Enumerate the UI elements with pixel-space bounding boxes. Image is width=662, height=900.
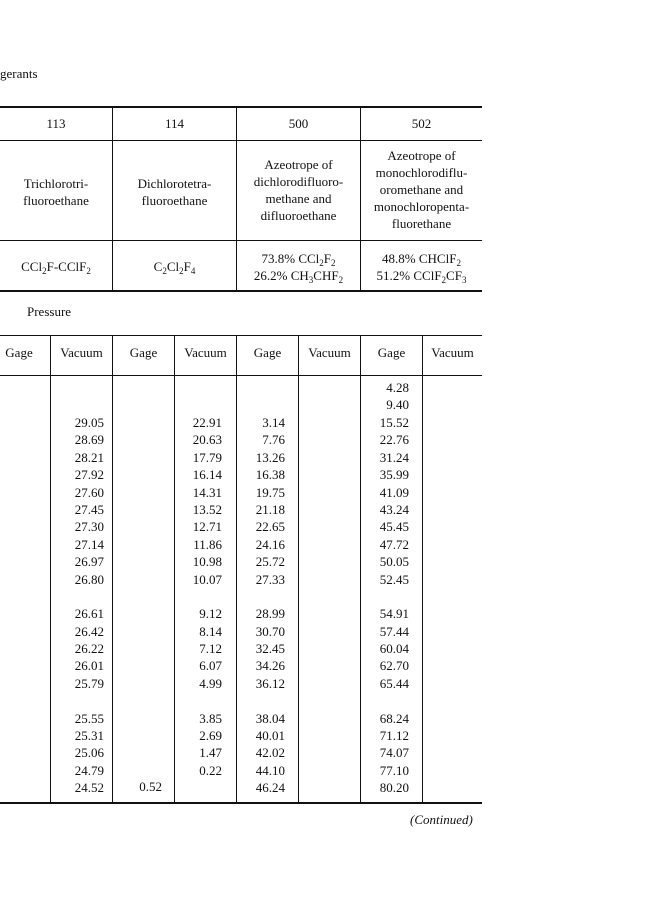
table-cell: 32.45 — [255, 641, 285, 657]
rule-above-subheaders — [0, 335, 482, 336]
refrigerant-formula-114: $C_2Cl_2F_4$ — [153, 259, 196, 276]
rule-after-formulas — [0, 290, 482, 292]
subheader-114-gage: Gage — [129, 345, 158, 360]
table-cell: 54.91 — [379, 606, 409, 622]
table-cell: 22.76 — [379, 432, 409, 448]
table-cell: 0.52 — [139, 779, 162, 794]
subheader-500-vacuum: Vacuum — [308, 345, 351, 360]
table-cell: 7.12 — [199, 641, 222, 657]
table-cell: 65.44 — [379, 675, 409, 691]
table-cell: 41.09 — [379, 484, 409, 500]
table-cell: 4.99 — [199, 675, 222, 691]
table-cell: 34.26 — [255, 658, 285, 674]
table-cell: 1.47 — [199, 745, 222, 761]
refrigerant-name-114: Dichlorotetra- fluoroethane — [137, 176, 212, 208]
divider-data-5 — [298, 336, 299, 803]
group-spacer — [175, 692, 222, 709]
table-cell: 25.31 — [74, 728, 104, 744]
rule-after-names — [0, 240, 482, 241]
table-cell: 74.07 — [379, 745, 409, 761]
table-cell: 30.70 — [255, 623, 285, 639]
group-spacer — [361, 692, 409, 709]
table-cell: 50.05 — [379, 554, 409, 570]
table-cell: 0.22 — [199, 762, 222, 778]
refrigerant-formula-113: CCl$_2$F-CClF$_2$ — [21, 259, 91, 276]
table-cell: 2.69 — [199, 728, 222, 744]
rule-below-subheaders — [0, 375, 482, 376]
table-cell: 25.72 — [255, 554, 285, 570]
refrigerant-formula-502: 48.8% CHClF$_2$ 51.2% $CClF_2CF_3$ — [376, 251, 467, 285]
column-114-gage — [113, 778, 162, 795]
refrigerant-name-502: Azeotrope of monochlorodiflu- oromethane and monochloropenta- fluorethane — [373, 148, 470, 231]
table-cell: 24.52 — [74, 780, 104, 796]
divider-data-7 — [422, 336, 423, 803]
table-cell: 57.44 — [379, 623, 409, 639]
group-spacer — [237, 588, 285, 605]
table-cell: 8.14 — [199, 623, 222, 639]
table-cell: 80.20 — [379, 780, 409, 796]
table-cell: 7.76 — [262, 432, 285, 448]
subheader-114-vacuum: Vacuum — [184, 345, 227, 360]
subheader-502-vacuum: Vacuum — [431, 345, 474, 360]
table-cell: 25.79 — [74, 675, 104, 691]
table-cell: 10.07 — [192, 571, 222, 587]
table-cell: 46.24 — [255, 780, 285, 796]
table-cell: 12.71 — [192, 519, 222, 535]
table-cell: 11.86 — [193, 536, 222, 552]
table-cell: 13.26 — [255, 449, 285, 465]
rule-top — [0, 106, 482, 108]
table-cell: 36.12 — [255, 675, 285, 691]
table-cell: 27.60 — [74, 484, 104, 500]
table-cell: 14.31 — [192, 484, 222, 500]
refrigerant-name-113: Trichlorotri- fluoroethane — [23, 176, 89, 208]
table-cell: 26.22 — [74, 641, 104, 657]
table-cell: 20.63 — [192, 432, 222, 448]
subheader-500-gage: Gage — [253, 345, 282, 360]
table-cell: 60.04 — [379, 641, 409, 657]
table-cell: 3.14 — [262, 415, 285, 430]
table-cell: 27.30 — [74, 519, 104, 535]
table-caption-fragment: gerants — [0, 66, 38, 81]
group-spacer — [51, 588, 104, 605]
table-cell: 17.79 — [192, 449, 222, 465]
rule-after-numbers — [0, 140, 482, 141]
group-spacer — [51, 692, 104, 709]
table-cell: 40.01 — [255, 728, 285, 744]
table-cell: 42.02 — [255, 745, 285, 761]
table-cell: 24.16 — [255, 536, 285, 552]
table-cell: 13.52 — [192, 501, 222, 517]
table-cell: 28.21 — [74, 449, 104, 465]
refrigerant-name-500: Azeotrope of dichlorodifluoro- methane and difluoroethane — [253, 157, 344, 223]
table-cell: 25.55 — [74, 710, 104, 726]
group-spacer — [237, 692, 285, 709]
table-cell: 52.45 — [379, 571, 409, 587]
refrigerant-formula-500: 73.8% $CCl_2F_2$ 26.2% $CH_3CHF_2$ — [253, 251, 344, 285]
subheader-113-vacuum: Vacuum — [60, 345, 103, 360]
refrigerant-number-500: 500 — [288, 116, 309, 131]
table-cell: 26.01 — [74, 658, 104, 674]
table-cell: 38.04 — [255, 710, 285, 726]
divider-data-2 — [112, 336, 113, 803]
table-cell: 31.24 — [379, 449, 409, 465]
subheader-502-gage: Gage — [377, 345, 406, 360]
table-cell: 45.45 — [379, 519, 409, 535]
table-cell: 26.42 — [74, 623, 104, 639]
rule-bottom — [0, 802, 482, 804]
table-cell: 44.10 — [255, 762, 285, 778]
table-cell: 21.18 — [255, 501, 285, 517]
table-cell: 4.28 — [386, 380, 409, 395]
table-cell: 27.14 — [74, 536, 104, 552]
group-spacer — [175, 588, 222, 605]
table-cell: 26.97 — [74, 554, 104, 570]
refrigerant-number-114: 114 — [164, 116, 185, 131]
table-cell: 22.91 — [192, 415, 222, 430]
table-cell: 62.70 — [379, 658, 409, 674]
column-502-gage — [361, 414, 409, 797]
refrigerant-number-502: 502 — [411, 116, 432, 131]
table-cell: 28.69 — [74, 432, 104, 448]
table-cell: 27.92 — [74, 467, 104, 483]
table-cell: 9.12 — [199, 606, 222, 622]
table-cell: 19.75 — [255, 484, 285, 500]
table-cell: 24.79 — [74, 762, 104, 778]
table-cell: 10.98 — [192, 554, 222, 570]
column-113-vacuum — [51, 414, 104, 797]
table-cell: 27.33 — [255, 571, 285, 587]
column-500-gage — [237, 414, 285, 797]
continued-note: (Continued) — [410, 812, 473, 827]
table-cell: 29.05 — [74, 415, 104, 430]
table-cell: 27.45 — [74, 501, 104, 517]
table-cell: 68.24 — [379, 710, 409, 726]
table-cell: 15.52 — [379, 415, 409, 430]
refrigerant-number-113: 113 — [46, 116, 66, 131]
table-cell: 6.07 — [199, 658, 222, 674]
table-cell: 16.14 — [192, 467, 222, 483]
table-cell: 25.06 — [74, 745, 104, 761]
column-502-gage-top — [361, 379, 409, 414]
column-114-vacuum — [175, 414, 222, 779]
table-cell: 77.10 — [379, 762, 409, 778]
table-cell: 22.65 — [255, 519, 285, 535]
table-cell: 43.24 — [379, 501, 409, 517]
table-cell: 9.40 — [386, 397, 409, 413]
table-cell: 16.38 — [255, 467, 285, 483]
table-cell: 26.61 — [74, 606, 104, 622]
group-spacer — [361, 588, 409, 605]
pressure-label: Pressure — [27, 304, 72, 319]
table-cell: 3.85 — [199, 710, 222, 726]
table-cell: 35.99 — [379, 467, 409, 483]
table-cell: 47.72 — [379, 536, 409, 552]
table-cell: 71.12 — [379, 728, 409, 744]
table-cell: 28.99 — [255, 606, 285, 622]
table-cell: 26.80 — [74, 571, 104, 587]
subheader-113-gage: Gage — [5, 345, 33, 360]
